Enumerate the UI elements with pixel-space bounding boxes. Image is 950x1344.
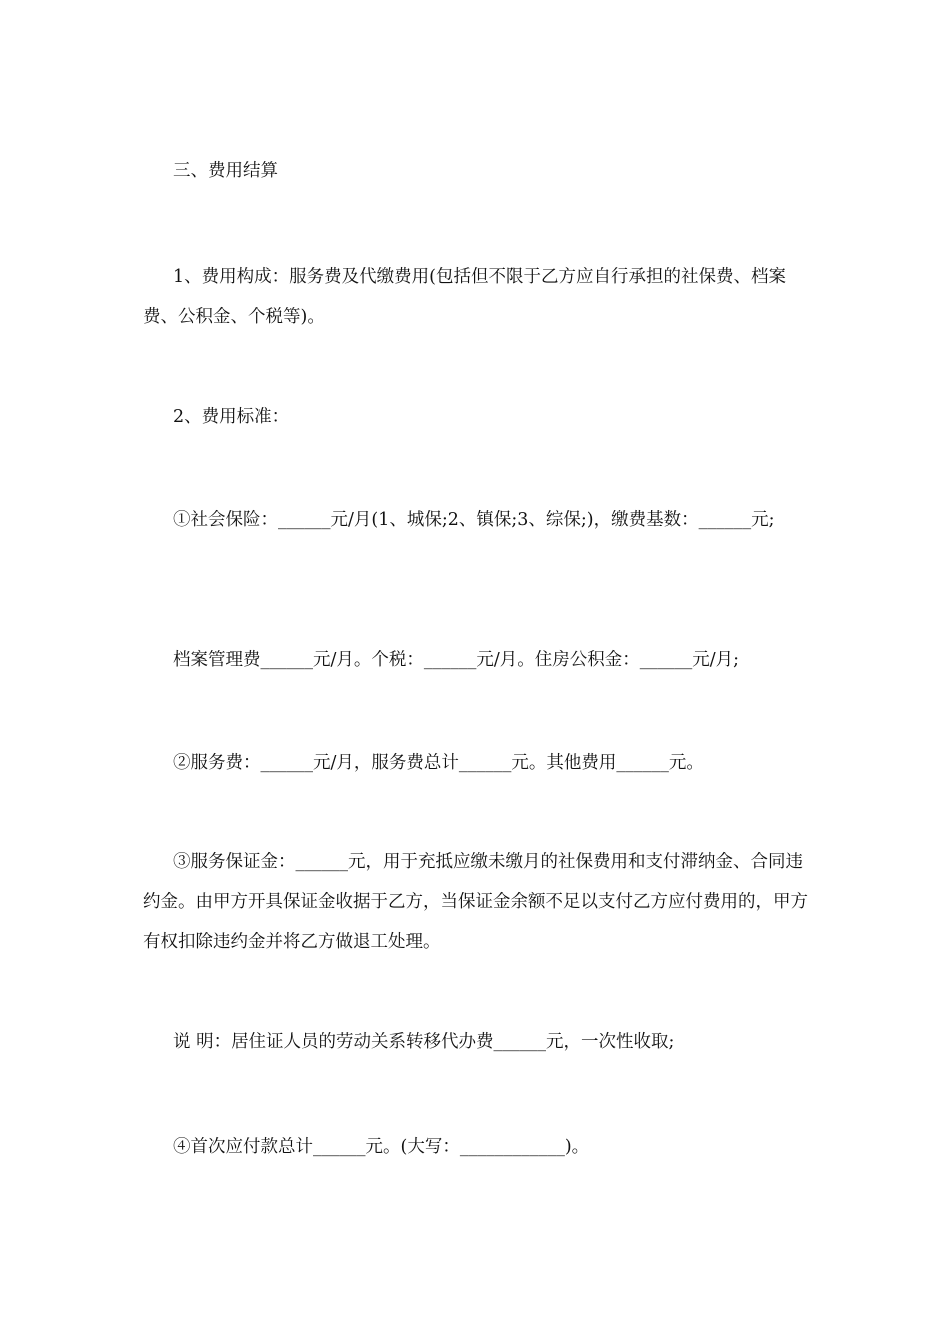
section-heading: 三、费用结算 <box>173 161 278 181</box>
paragraph-archive-fees: 档案管理费______元/月。个税：______元/月。住房公积金：______元/月; <box>173 650 740 670</box>
paragraph-first-payment: ④首次应付款总计______元。(大写：____________)。 <box>173 1137 590 1157</box>
paragraph-fee-composition: 1、费用构成：服务费及代缴费用(包括但不限于乙方应自行承担的社保费、档案费、公积金、个税等)。 <box>143 267 786 327</box>
paragraph-social-insurance: ①社会保险：______元/月(1、城保;2、镇保;3、综保;)，缴费基数：______元; <box>173 510 775 530</box>
paragraph-fee-standard: 2、费用标准： <box>173 407 290 427</box>
paragraph-note: 说 明：居住证人员的劳动关系转移代办费______元，一次性收取; <box>173 1032 675 1052</box>
paragraph-service-deposit: ③服务保证金：______元，用于充抵应缴未缴月的社保费用和支付滞纳金、合同违约金。由甲方开具保证金收据于乙方，当保证金余额不足以支付乙方应付费用的，甲方有权扣除违约金并将乙方做退工处理。 <box>143 852 808 952</box>
paragraph-service-fee: ②服务费：______元/月，服务费总计______元。其他费用______元。 <box>173 753 704 773</box>
